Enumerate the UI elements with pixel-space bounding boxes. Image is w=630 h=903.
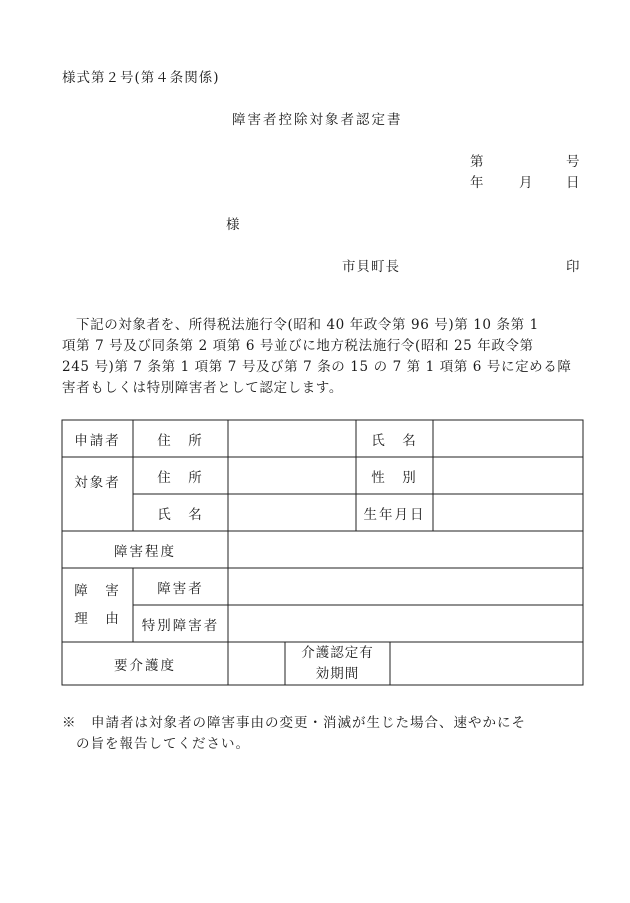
body-line-4: 害者もしくは特別障害者として認定します。 [62,380,343,396]
care-level-label: 要介護度 [114,657,176,674]
validity-period-label [285,642,390,685]
body-line-3: 245 号)第 7 条第 1 項第 7 号及び第 7 条の 15 の 7 第 1 項第 6 号に定める障 [62,359,572,375]
gender-field[interactable] [434,458,582,493]
validity-line2: 効期間 [315,665,360,682]
subject-label: 対象者 [74,475,121,491]
disabled-person-field[interactable] [229,569,582,604]
validity-period-field[interactable] [391,643,582,684]
applicant-name-label: 氏 名 [371,432,418,449]
subject-address-field[interactable] [229,458,355,493]
seal-mark: 印 [566,259,581,275]
care-level-field[interactable] [229,643,284,684]
applicant-name-field[interactable] [434,421,582,456]
issuer: 市貝町長 [342,259,400,275]
validity-line1: 介護認定有 [301,644,374,661]
date-day: 日 [566,175,581,191]
document-title: 障害者控除対象者認定書 [232,112,403,128]
subject-name-label: 氏 名 [157,506,204,523]
addressee-suffix: 様 [226,217,241,233]
disabled-person-label: 障害者 [157,580,204,597]
disability-degree-field[interactable] [229,532,582,567]
disability-reason-line2: 理 由 [74,611,121,627]
birthdate-field[interactable] [434,495,582,530]
applicant-label: 申請者 [74,432,121,449]
body-line-2: 項第 7 号及び同条第 2 項第 6 号並びに地方税法施行令(昭和 25 年政令第 [62,338,534,354]
body-line-1: 下記の対象者を、所得税法施行令(昭和 40 年政令第 96 号)第 10 条第 1 [76,317,539,333]
applicant-address-field[interactable] [229,421,355,456]
applicant-address-label: 住 所 [157,432,204,449]
number-suffix: 号 [566,154,581,170]
disability-degree-label: 障害程度 [114,543,176,560]
gender-label: 性 別 [371,469,418,486]
subject-address-label: 住 所 [157,469,204,486]
form-number: 様式第２号(第４条関係) [62,70,220,86]
special-disabled-label: 特別障害者 [141,617,220,634]
special-disabled-field[interactable] [229,606,582,641]
disability-reason-line1: 障 害 [74,583,121,599]
number-prefix: 第 [470,154,485,170]
note-line-2: の旨を報告してください。 [76,736,250,752]
birthdate-label: 生年月日 [363,506,426,523]
subject-name-field[interactable] [229,495,355,530]
disability-reason-label [62,568,133,642]
date-year: 年 [470,175,485,191]
date-month: 月 [519,175,534,191]
note-line-1: ※ 申請者は対象者の障害事由の変更・消滅が生じた場合、速やかにそ [62,715,526,731]
